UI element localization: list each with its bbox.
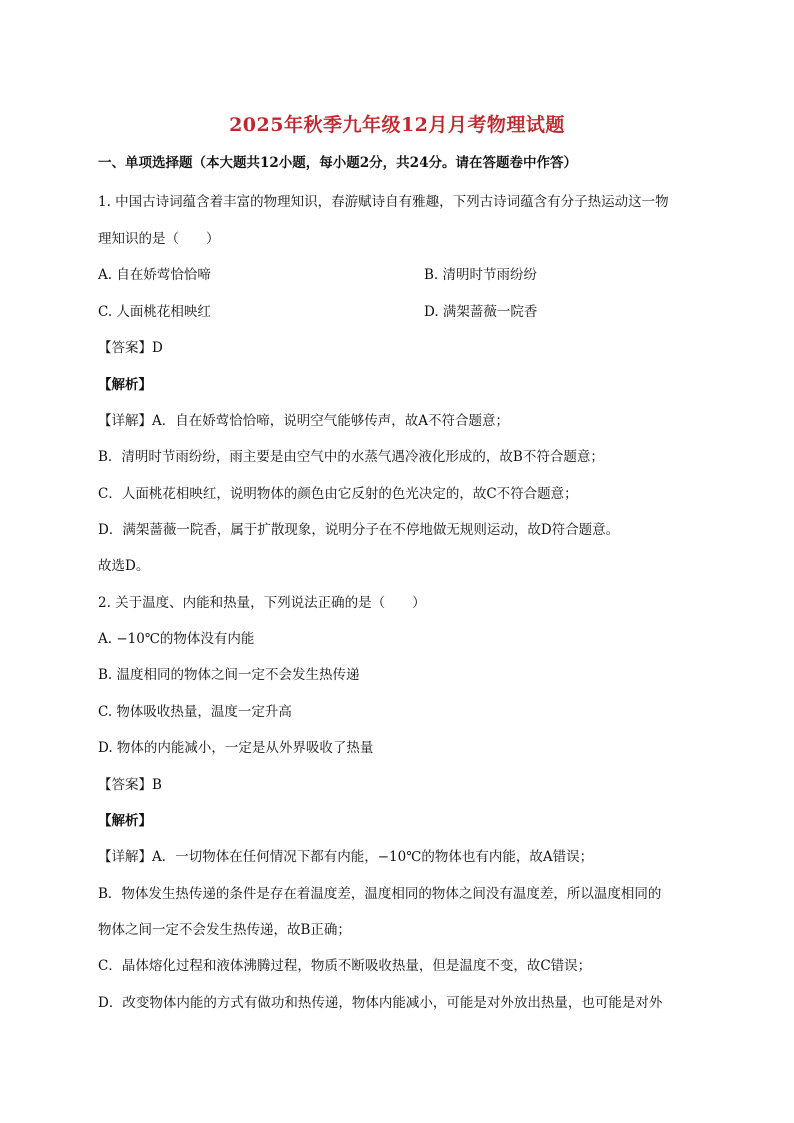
q2-detail-a: 【详解】A．一切物体在任何情况下都有内能，−10℃的物体也有内能，故A错误； (98, 849, 594, 865)
q2-detail-c: C．晶体熔化过程和液体沸腾过程，物质不断吸收热量，但是温度不变，故C错误； (98, 958, 592, 974)
q1-detail-d: D．满架蔷薇一院香，属于扩散现象，说明分子在不停地做无规则运动，故D符合题意。 (98, 522, 620, 538)
q2-option-a: A. −10℃的物体没有内能 (98, 631, 255, 647)
q1-stem-line1: 1. 中国古诗词蕴含着丰富的物理知识，春游赋诗自有雅趣，下列古诗词蕴含有分子热运动这一物 (98, 194, 669, 210)
q1-detail-a: 【详解】A．自在娇莺恰恰啼，说明空气能够传声，故A不符合题意； (98, 413, 509, 429)
q2-stem: 2. 关于温度、内能和热量，下列说法正确的是（ ） (98, 595, 426, 611)
q2-option-c: C. 物体吸收热量，温度一定升高 (98, 704, 292, 720)
q2-detail-d: D．改变物体内能的方式有做功和热传递，物体内能减小，可能是对外放出热量，也可能是对外 (98, 995, 663, 1011)
q2-detail-b-line2: 物体之间一定不会发生热传递，故B正确； (98, 922, 351, 938)
q2-option-b: B. 温度相同的物体之间一定不会发生热传递 (98, 667, 360, 683)
q1-option-c: C. 人面桃花相映红 (98, 304, 211, 320)
q1-option-a: A. 自在娇莺恰恰啼 (98, 267, 211, 283)
q1-option-b: B. 清明时节雨纷纷 (424, 267, 538, 283)
q1-conclusion: 故选D。 (98, 558, 150, 574)
q1-option-d: D. 满架蔷薇一院香 (424, 304, 538, 320)
q1-stem-line2: 理知识的是（ ） (98, 231, 220, 247)
q1-detail-b: B．清明时节雨纷纷，雨主要是由空气中的水蒸气遇冷液化形成的，故B不符合题意； (98, 449, 604, 465)
q1-analysis-label: 【解析】 (98, 377, 152, 393)
page-title: 2025年秋季九年级12月月考物理试题 (229, 114, 565, 136)
q1-answer: 【答案】D (98, 340, 163, 356)
q2-analysis-label: 【解析】 (98, 813, 152, 829)
section-heading: 一、单项选择题（本大题共12小题，每小题2分，共24分。请在答题卷中作答） (98, 155, 577, 171)
q1-detail-c: C．人面桃花相映红，说明物体的颜色由它反射的色光决定的，故C不符合题意； (98, 486, 578, 502)
q2-option-d: D. 物体的内能减小，一定是从外界吸收了热量 (98, 740, 374, 756)
q2-answer: 【答案】B (98, 777, 162, 793)
q2-detail-b-line1: B．物体发生热传递的条件是存在着温度差，温度相同的物体之间没有温度差，所以温度相同的 (98, 886, 662, 902)
